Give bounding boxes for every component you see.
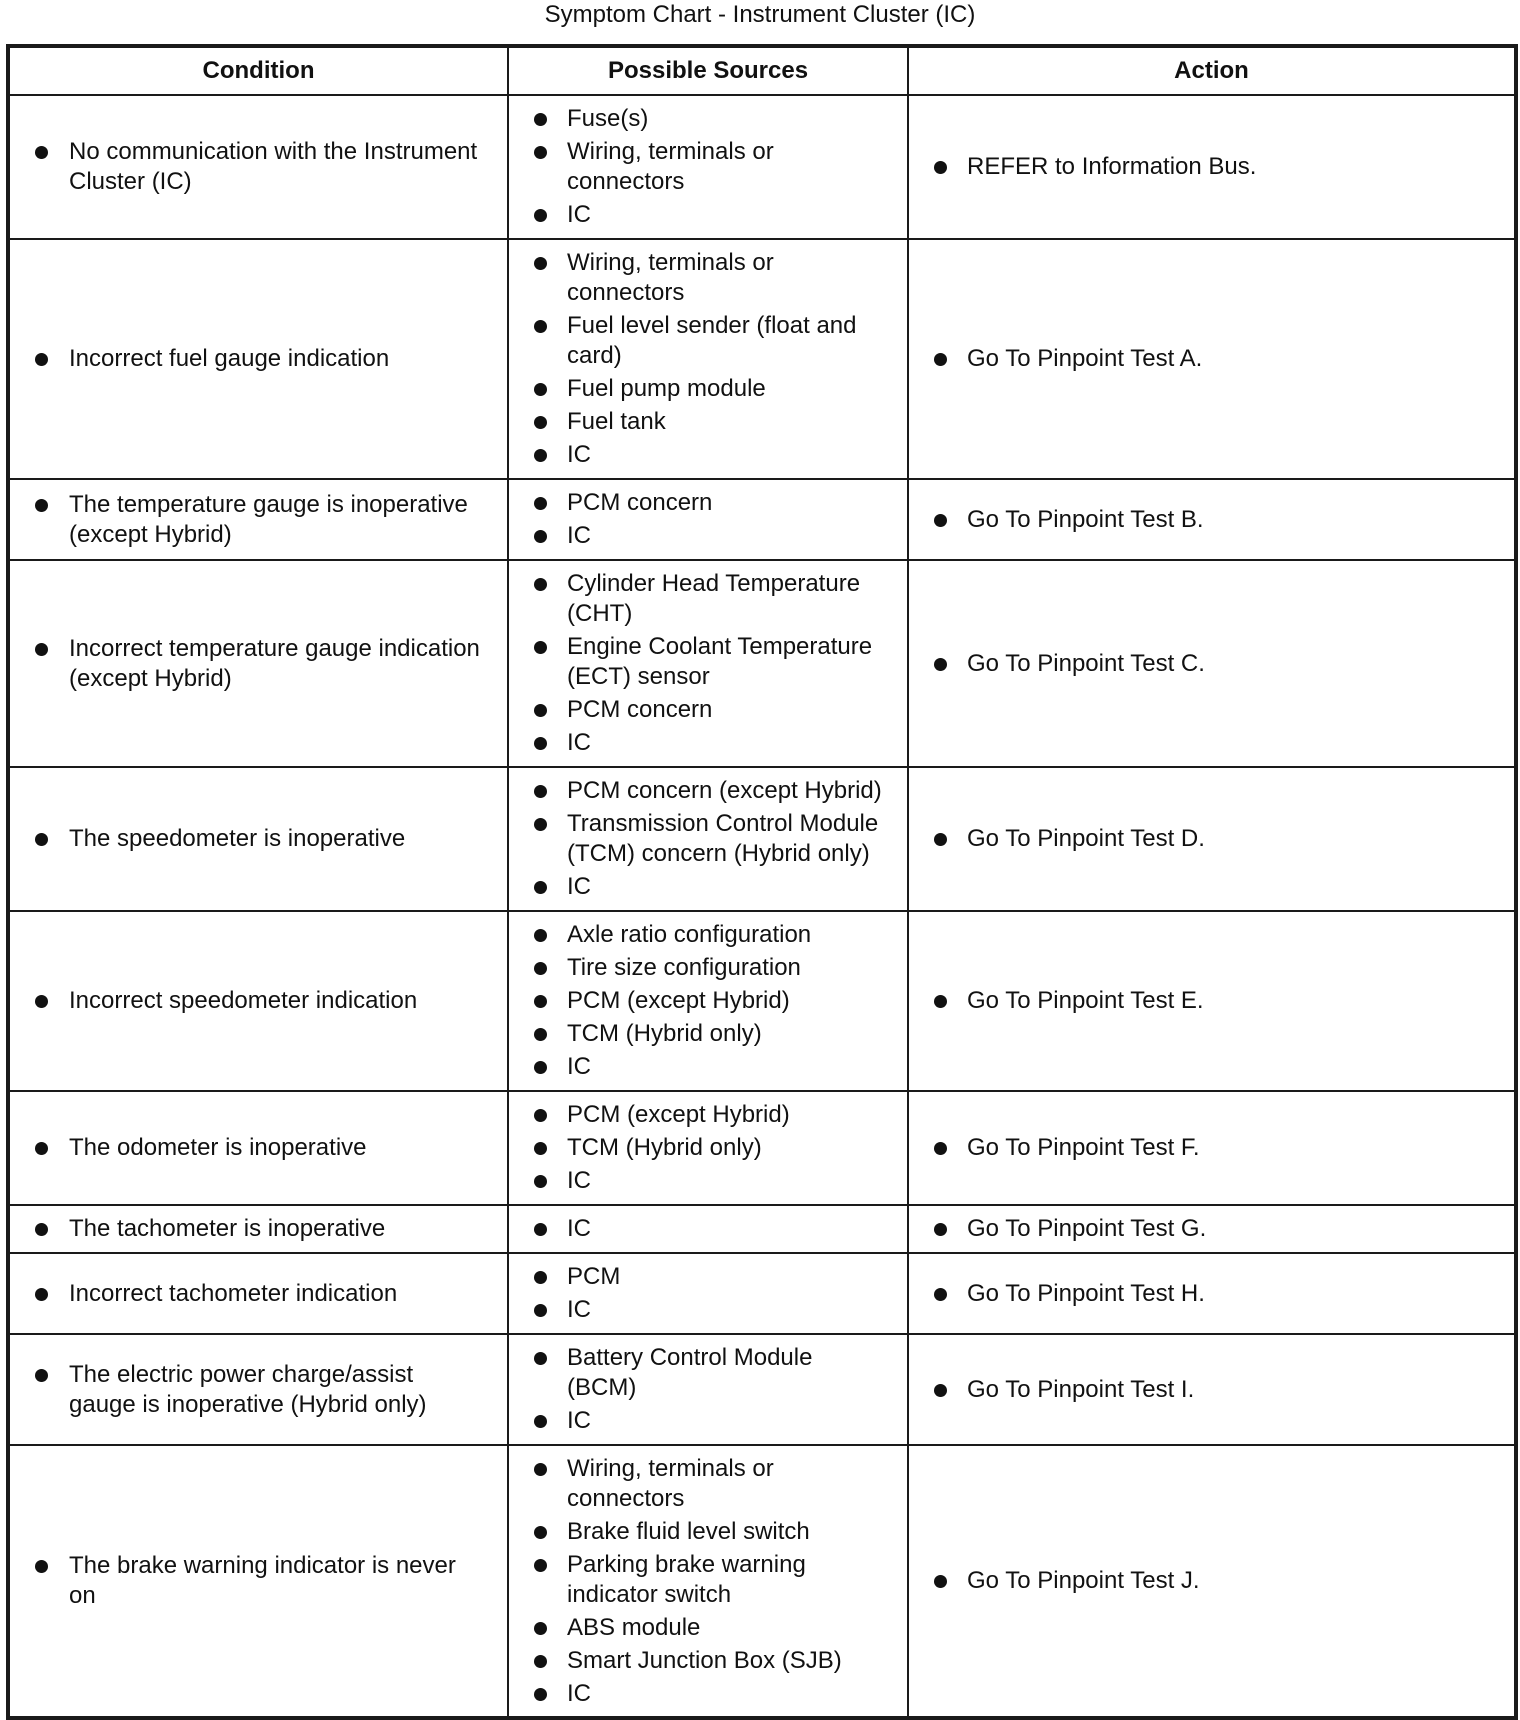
- bullet-icon: [534, 1028, 547, 1041]
- action-cell: [908, 560, 1516, 767]
- bullet-icon: [934, 995, 947, 1008]
- sources-cell: [508, 1091, 908, 1205]
- bullet-icon: [534, 578, 547, 591]
- source-item: [509, 521, 907, 551]
- bullet-icon: [534, 641, 547, 654]
- bullet-icon: [534, 1304, 547, 1317]
- source-item: [509, 1646, 907, 1676]
- bullet-text-line: Incorrect fuel gauge indication: [69, 345, 390, 372]
- source-item: [509, 695, 907, 725]
- bullet-text-line: Smart Junction Box (SJB): [567, 1646, 842, 1674]
- column-header-condition: Condition: [8, 46, 508, 95]
- condition-list: [10, 1133, 507, 1163]
- source-item: [509, 440, 907, 470]
- sources-list: [509, 1343, 907, 1436]
- source-item: [509, 1613, 907, 1643]
- bullet-text-line: (except Hybrid): [69, 520, 232, 548]
- source-item: [509, 1550, 907, 1610]
- action-text: Go To Pinpoint Test C.: [967, 649, 1205, 677]
- condition-item: [10, 344, 507, 374]
- condition-item: [10, 137, 507, 197]
- bullet-icon: [934, 658, 947, 671]
- sources-list: [509, 1262, 907, 1325]
- bullet-text-line: indicator switch: [567, 1580, 732, 1608]
- bullet-text-line: connectors: [567, 168, 685, 195]
- condition-cell: [8, 95, 508, 239]
- action-text: REFER to Information Bus.: [967, 153, 1257, 180]
- bullet-icon: [534, 1142, 547, 1155]
- bullet-text-line: IC: [567, 201, 591, 228]
- source-item: [509, 374, 907, 404]
- bullet-icon: [35, 1142, 48, 1155]
- sources-list: [509, 1214, 907, 1244]
- condition-item: [10, 1360, 507, 1420]
- bullet-text-line: card): [567, 342, 622, 369]
- table-row: [8, 767, 1516, 911]
- bullet-icon: [534, 1175, 547, 1188]
- bullet-icon: [534, 383, 547, 396]
- bullet-text-line: connectors: [567, 1484, 685, 1512]
- source-item: [509, 986, 907, 1016]
- bullet-text-line: The electric power charge/assist: [69, 1360, 414, 1388]
- bullet-text-line: IC: [567, 1296, 591, 1323]
- source-item: [509, 569, 907, 629]
- action-text: Go To Pinpoint Test A.: [967, 345, 1203, 372]
- bullet-text-line: Wiring, terminals or: [567, 138, 774, 165]
- condition-cell: [8, 1205, 508, 1253]
- bullet-icon: [934, 1575, 947, 1588]
- action-text: Go To Pinpoint Test D.: [967, 825, 1205, 852]
- source-item: [509, 311, 907, 371]
- source-item: [509, 1100, 907, 1130]
- condition-item: [10, 1133, 507, 1163]
- action-text: Go To Pinpoint Test G.: [967, 1215, 1207, 1242]
- bullet-text-line: (ECT) sensor: [567, 663, 710, 690]
- bullet-icon: [934, 161, 947, 174]
- bullet-icon: [534, 113, 547, 126]
- action-item: [909, 1133, 1514, 1163]
- source-item: [509, 407, 907, 437]
- condition-item: [10, 986, 507, 1016]
- bullet-text-line: Fuse(s): [567, 105, 649, 132]
- bullet-icon: [534, 818, 547, 831]
- source-item: [509, 632, 907, 692]
- action-item: [909, 986, 1514, 1016]
- condition-cell: [8, 560, 508, 767]
- source-item: [509, 1214, 907, 1244]
- bullet-text-line: IC: [567, 1679, 591, 1707]
- condition-list: [10, 344, 507, 374]
- source-item: [509, 1262, 907, 1292]
- bullet-text-line: The speedometer is inoperative: [69, 825, 406, 852]
- bullet-text-line: The tachometer is inoperative: [69, 1215, 386, 1242]
- sources-list: [509, 488, 907, 551]
- bullet-text-line: IC: [567, 1053, 591, 1080]
- action-item: [909, 1375, 1514, 1405]
- bullet-text-line: The odometer is inoperative: [69, 1134, 367, 1161]
- bullet-text-line: (CHT): [567, 600, 633, 627]
- bullet-icon: [534, 1688, 547, 1701]
- bullet-text-line: ABS module: [567, 1613, 701, 1641]
- condition-list: [10, 490, 507, 550]
- bullet-text-line: Cluster (IC): [69, 168, 192, 195]
- bullet-icon: [35, 146, 48, 159]
- sources-cell: [508, 1205, 908, 1253]
- bullet-icon: [534, 737, 547, 750]
- condition-list: [10, 634, 507, 694]
- bullet-text-line: The temperature gauge is inoperative: [69, 490, 468, 518]
- action-text: Go To Pinpoint Test E.: [967, 987, 1204, 1014]
- bullet-icon: [534, 962, 547, 975]
- sources-cell: [508, 1334, 908, 1445]
- source-item: [509, 1454, 907, 1514]
- source-item: [509, 1343, 907, 1403]
- bullet-icon: [534, 881, 547, 894]
- bullet-text-line: Fuel pump module: [567, 375, 766, 402]
- bullet-icon: [35, 1369, 48, 1382]
- symptom-chart-table: [6, 44, 1518, 1720]
- table-row: [8, 1445, 1516, 1718]
- action-cell: [908, 95, 1516, 239]
- action-item: [909, 1566, 1514, 1596]
- sources-cell: [508, 560, 908, 767]
- table-body: [8, 95, 1516, 1718]
- source-item: [509, 1019, 907, 1049]
- bullet-text-line: IC: [567, 1407, 591, 1434]
- source-item: [509, 104, 907, 134]
- sources-cell: [508, 95, 908, 239]
- bullet-icon: [534, 1559, 547, 1572]
- action-cell: [908, 1445, 1516, 1718]
- condition-cell: [8, 1253, 508, 1334]
- action-list: [909, 505, 1514, 535]
- bullet-icon: [534, 1223, 547, 1236]
- bullet-icon: [934, 1384, 947, 1397]
- action-list: [909, 1133, 1514, 1163]
- bullet-text-line: connectors: [567, 279, 685, 306]
- bullet-text-line: Parking brake warning: [567, 1550, 806, 1578]
- condition-list: [10, 1360, 507, 1420]
- source-item: [509, 1679, 907, 1709]
- condition-list: [10, 824, 507, 854]
- bullet-icon: [534, 1109, 547, 1122]
- bullet-text-line: Tire size configuration: [567, 954, 801, 981]
- action-list: [909, 1214, 1514, 1244]
- action-cell: [908, 911, 1516, 1091]
- bullet-icon: [534, 704, 547, 717]
- action-list: [909, 344, 1514, 374]
- bullet-icon: [534, 1463, 547, 1476]
- condition-cell: [8, 1091, 508, 1205]
- bullet-text-line: PCM concern (except Hybrid): [567, 777, 882, 804]
- bullet-icon: [35, 1288, 48, 1301]
- condition-list: [10, 986, 507, 1016]
- sources-list: [509, 776, 907, 902]
- bullet-text-line: TCM (Hybrid only): [567, 1020, 762, 1047]
- bullet-text-line: IC: [567, 729, 591, 756]
- action-cell: [908, 1205, 1516, 1253]
- action-list: [909, 824, 1514, 854]
- condition-cell: [8, 1334, 508, 1445]
- bullet-icon: [534, 785, 547, 798]
- bullet-icon: [35, 995, 48, 1008]
- bullet-text-line: Wiring, terminals or: [567, 249, 774, 276]
- source-item: [509, 953, 907, 983]
- table-row: [8, 911, 1516, 1091]
- table-row: [8, 1091, 1516, 1205]
- bullet-icon: [35, 353, 48, 366]
- action-list: [909, 1279, 1514, 1309]
- source-item: [509, 920, 907, 950]
- action-list: [909, 649, 1514, 679]
- bullet-icon: [35, 499, 48, 512]
- source-item: [509, 809, 907, 869]
- source-item: [509, 1166, 907, 1196]
- source-item: [509, 1406, 907, 1436]
- condition-cell: [8, 479, 508, 560]
- header-row: [8, 46, 1516, 95]
- source-item: [509, 872, 907, 902]
- action-item: [909, 1214, 1514, 1244]
- source-item: [509, 776, 907, 806]
- bullet-text-line: Axle ratio configuration: [567, 921, 812, 948]
- bullet-icon: [534, 449, 547, 462]
- condition-item: [10, 1214, 507, 1244]
- source-item: [509, 1295, 907, 1325]
- source-item: [509, 248, 907, 308]
- bullet-icon: [534, 1622, 547, 1635]
- bullet-text-line: Transmission Control Module: [567, 810, 879, 837]
- bullet-icon: [35, 1223, 48, 1236]
- action-list: [909, 1566, 1514, 1596]
- bullet-text-line: Brake fluid level switch: [567, 1517, 810, 1545]
- table-row: [8, 239, 1516, 479]
- action-item: [909, 505, 1514, 535]
- action-cell: [908, 1091, 1516, 1205]
- condition-list: [10, 137, 507, 197]
- bullet-icon: [934, 1142, 947, 1155]
- bullet-icon: [934, 1288, 947, 1301]
- action-text: Go To Pinpoint Test J.: [967, 1567, 1200, 1594]
- table-row: [8, 1253, 1516, 1334]
- source-item: [509, 1517, 907, 1547]
- bullet-icon: [534, 929, 547, 942]
- sources-cell: [508, 1445, 908, 1718]
- bullet-text-line: PCM concern: [567, 696, 713, 723]
- source-item: [509, 1133, 907, 1163]
- source-item: [509, 488, 907, 518]
- bullet-icon: [534, 1655, 547, 1668]
- column-header-action: Action: [908, 46, 1516, 95]
- action-text: Go To Pinpoint Test I.: [967, 1375, 1195, 1403]
- bullet-icon: [534, 497, 547, 510]
- table-row: [8, 479, 1516, 560]
- sources-list: [509, 569, 907, 758]
- bullet-text-line: Battery Control Module: [567, 1344, 813, 1371]
- action-item: [909, 152, 1514, 182]
- source-item: [509, 1052, 907, 1082]
- bullet-icon: [934, 1223, 947, 1236]
- table-row: [8, 95, 1516, 239]
- bullet-text-line: Engine Coolant Temperature: [567, 633, 873, 660]
- sources-list: [509, 920, 907, 1082]
- source-item: [509, 137, 907, 197]
- bullet-icon: [534, 995, 547, 1008]
- bullet-icon: [534, 530, 547, 543]
- bullet-icon: [35, 643, 48, 656]
- condition-list: [10, 1279, 507, 1309]
- sources-cell: [508, 767, 908, 911]
- bullet-text-line: Wiring, terminals or: [567, 1454, 774, 1482]
- sources-list: [509, 248, 907, 470]
- bullet-text-line: Cylinder Head Temperature: [567, 570, 861, 597]
- action-cell: [908, 1334, 1516, 1445]
- bullet-text-line: No communication with the Instrument: [69, 138, 478, 165]
- bullet-icon: [534, 416, 547, 429]
- condition-cell: [8, 239, 508, 479]
- action-item: [909, 649, 1514, 679]
- condition-item: [10, 634, 507, 694]
- bullet-text-line: (TCM) concern (Hybrid only): [567, 840, 870, 867]
- bullet-text-line: IC: [567, 1215, 591, 1242]
- action-cell: [908, 1253, 1516, 1334]
- action-item: [909, 344, 1514, 374]
- action-cell: [908, 479, 1516, 560]
- action-cell: [908, 767, 1516, 911]
- action-text: Go To Pinpoint Test B.: [967, 505, 1204, 533]
- condition-item: [10, 824, 507, 854]
- bullet-text-line: PCM (except Hybrid): [567, 1101, 790, 1128]
- sources-list: [509, 1100, 907, 1196]
- sources-cell: [508, 1253, 908, 1334]
- sources-cell: [508, 239, 908, 479]
- action-list: [909, 1375, 1514, 1405]
- bullet-text-line: on: [69, 1582, 96, 1609]
- bullet-icon: [534, 320, 547, 333]
- column-header-sources: Possible Sources: [508, 46, 908, 95]
- condition-cell: [8, 911, 508, 1091]
- bullet-text-line: IC: [567, 1167, 591, 1194]
- bullet-icon: [534, 1271, 547, 1284]
- bullet-text-line: Fuel tank: [567, 408, 666, 435]
- sources-list: [509, 1454, 907, 1709]
- action-text: Go To Pinpoint Test F.: [967, 1134, 1200, 1161]
- bullet-text-line: Incorrect speedometer indication: [69, 987, 418, 1014]
- bullet-text-line: PCM (except Hybrid): [567, 987, 790, 1014]
- condition-item: [10, 1279, 507, 1309]
- bullet-icon: [934, 514, 947, 527]
- action-text: Go To Pinpoint Test H.: [967, 1279, 1205, 1307]
- bullet-icon: [534, 209, 547, 222]
- bullet-text-line: TCM (Hybrid only): [567, 1134, 762, 1161]
- table-row: [8, 560, 1516, 767]
- action-cell: [908, 239, 1516, 479]
- condition-cell: [8, 1445, 508, 1718]
- source-item: [509, 200, 907, 230]
- bullet-text-line: IC: [567, 441, 591, 468]
- table-row: [8, 1334, 1516, 1445]
- bullet-icon: [934, 833, 947, 846]
- bullet-text-line: gauge is inoperative (Hybrid only): [69, 1390, 427, 1418]
- bullet-text-line: The brake warning indicator is never: [69, 1552, 456, 1579]
- bullet-text-line: PCM: [567, 1263, 621, 1290]
- sources-list: [509, 104, 907, 230]
- bullet-text-line: PCM concern: [567, 489, 713, 516]
- bullet-text-line: IC: [567, 522, 591, 549]
- bullet-icon: [35, 1560, 48, 1573]
- table-row: [8, 1205, 1516, 1253]
- bullet-text-line: (BCM): [567, 1374, 637, 1401]
- bullet-icon: [534, 1061, 547, 1074]
- bullet-text-line: IC: [567, 873, 591, 900]
- bullet-icon: [534, 1352, 547, 1365]
- source-item: [509, 728, 907, 758]
- action-list: [909, 152, 1514, 182]
- bullet-icon: [534, 257, 547, 270]
- bullet-icon: [534, 1415, 547, 1428]
- action-item: [909, 1279, 1514, 1309]
- bullet-text-line: (except Hybrid): [69, 664, 232, 692]
- bullet-icon: [534, 1526, 547, 1539]
- bullet-icon: [35, 833, 48, 846]
- condition-item: [10, 1551, 507, 1611]
- bullet-text-line: Fuel level sender (float and: [567, 312, 857, 339]
- chart-title: Symptom Chart - Instrument Cluster (IC): [544, 1, 976, 28]
- action-item: [909, 824, 1514, 854]
- condition-list: [10, 1214, 507, 1244]
- bullet-text-line: Incorrect temperature gauge indication: [69, 634, 480, 662]
- bullet-icon: [934, 353, 947, 366]
- condition-item: [10, 490, 507, 550]
- bullet-icon: [534, 146, 547, 159]
- bullet-text-line: Incorrect tachometer indication: [69, 1279, 398, 1307]
- sources-cell: [508, 911, 908, 1091]
- action-list: [909, 986, 1514, 1016]
- condition-list: [10, 1551, 507, 1611]
- sources-cell: [508, 479, 908, 560]
- condition-cell: [8, 767, 508, 911]
